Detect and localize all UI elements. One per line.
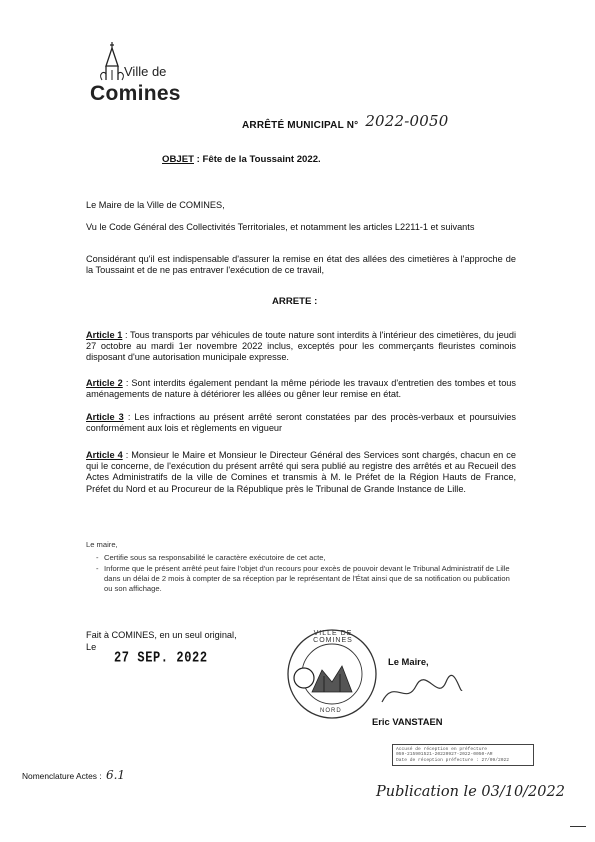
article-3 xyxy=(86,412,516,434)
article-2-label: Article 2 xyxy=(86,378,123,388)
nomenclature-label: Nomenclature Actes : xyxy=(22,771,102,781)
intro-vu: Vu le Code Général des Collectivités Territoriales, et notamment les articles L2211-1 et suivants xyxy=(86,222,475,232)
article-4-label: Article 4 xyxy=(86,450,123,460)
edge-mark xyxy=(570,826,586,827)
logo-line1: Ville de xyxy=(124,64,167,79)
arrete-label: ARRÊTÉ MUNICIPAL N° xyxy=(242,120,359,131)
article-1-text: : Tous transports par véhicules de toute nature sont interdits à l'intérieur des cimetières, du jeudi 27 octobre au mardi 1er novembre 2022 inclus, exceptés pour les commerçants fleuristes cominois disposant d'une autorisation municipale expresse. xyxy=(86,330,516,363)
signature-date: 27 SEP. 2022 xyxy=(114,649,208,667)
stamp-line: 059-215901521-20220927-2022-0050-AR xyxy=(396,752,493,758)
mention-item: - Certifie sous sa responsabilité le caractère exécutoire de cet acte, xyxy=(96,553,518,563)
prefecture-stamp xyxy=(392,744,534,766)
mention-item: - Informe que le présent arrêté peut faire l'objet d'un recours pour excès de pouvoir devant le Tribunal Administratif de Lille dans un délai de 2 mois à compter de sa réception par le représentant de l'État ainsi que de sa notification ou publication ou son affichage. xyxy=(96,564,518,594)
le-maire-label: Le Maire, xyxy=(388,656,429,667)
mentions-intro: Le maire, xyxy=(86,540,118,549)
seal-text: VILLE DE COMINES xyxy=(313,630,353,644)
arrete-title xyxy=(242,114,449,132)
article-3-text: : Les infractions au présent arrêté seront constatées par des procès-verbaux et poursuivies conformément aux lois et règlements en vigueur xyxy=(86,412,516,434)
arrete-number: 2022-0050 xyxy=(365,112,449,130)
intro-maire: Le Maire de la Ville de COMINES, xyxy=(86,200,225,210)
article-3-label: Article 3 xyxy=(86,412,124,422)
maire-name: Eric VANSTAEN xyxy=(372,716,443,727)
nomenclature-value: 6.1 xyxy=(105,768,126,782)
logo xyxy=(88,40,188,106)
nomenclature xyxy=(22,768,125,782)
stamp-line: Accusé de réception en préfecture xyxy=(396,747,487,752)
handwritten-signature xyxy=(376,672,466,712)
le-label: Le xyxy=(86,642,97,652)
article-4-text: : Monsieur le Maire et Monsieur le Directeur Général des Services sont chargés, chacun en ce qui le concerne, de l'exécution du présent arrêté qui sera publié au registre des arrêtés et au Recueil des Actes Administratifs de la ville de Comines et transmis à M. le Préfet de la Région Hauts de France, Préfet du Nord et au Procureur de la République près le Tribunal de Grande Instance de Lille. xyxy=(86,450,516,494)
arrete-heading: ARRETE : xyxy=(272,296,318,307)
publication-note: Publication le 03/10/2022 xyxy=(376,784,565,800)
object-text: : Fête de la Toussaint 2022. xyxy=(194,154,321,165)
seal-sub: NORD xyxy=(320,708,342,714)
article-2-text: : Sont interdits également pendant la même période les travaux d'entretien des tombes et tous aménagements de nature à détériorer les allées ou gêner leur remise en état. xyxy=(86,378,517,400)
object-label: OBJET xyxy=(162,154,194,165)
logo-line2: Comines xyxy=(90,82,181,105)
article-4 xyxy=(86,450,516,495)
article-2 xyxy=(86,378,516,400)
article-1 xyxy=(86,330,516,364)
stamp-line: Date de réception préfecture : 27/09/2022 xyxy=(396,757,510,763)
object-line xyxy=(162,154,321,165)
intro-considerant: Considérant qu'il est indispensable d'assurer la remise en état des allées des cimetières à l'approche de la Toussaint et de ne pas entraver l'exécution de ce travail, xyxy=(86,254,516,276)
fait-a: Fait à COMINES, en un seul original, xyxy=(86,630,237,640)
article-1-label: Article 1 xyxy=(86,330,123,340)
mentions-block xyxy=(86,540,518,595)
mentions-list xyxy=(86,553,518,594)
